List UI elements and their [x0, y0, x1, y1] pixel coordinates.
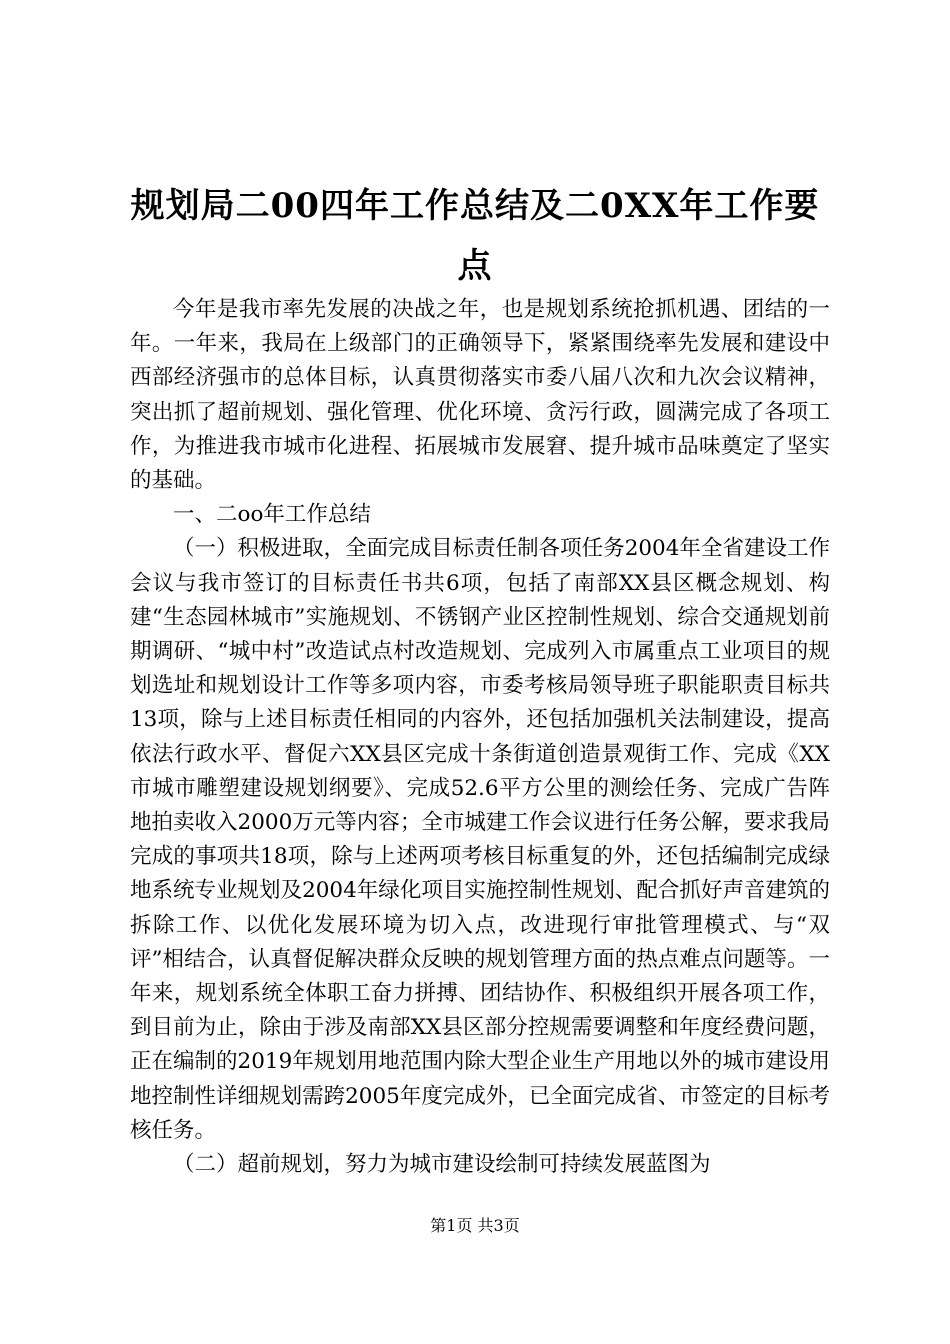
- section-2-paragraph: （二）超前规划，努力为城市建设绘制可持续发展蓝图为: [173, 1152, 711, 1178]
- intro-paragraph: 今年是我市率先发展的决战之年，也是规划系统抢抓机遇、团结的一年。一年来，我局在上级部门的正确领导下，紧紧围绕率先发展和建设中西部经济强市的总体目标，认真贯彻落实市委八届八次和九次会议精神，突出抓了超前规划、强化管理、优化环境、贪污行政，圆满完成了各项工作，为推进我市城市化进程、拓展城市发展窘、提升城市品味奠定了坚实的基础。: [130, 297, 830, 494]
- section-1-paragraph: （一）积极进取，全面完成目标责任制各项任务2004年全省建设工作会议与我市签订的目标责任书共6项，包括了南部XX县区概念规划、构建“生态园林城市”实施规划、不锈钢产业区控制性规划、综合交通规划前期调研、“城中村”改造试点村改造规划、完成列入市属重点工业项目的规划选址和规划设计工作等多项内容，市委考核局领导班子职能职责目标共13项，除与上述目标责任相同的内容外，还包括加强机关法制建设，提高依法行政水平、督促六XX县区完成十条街道创造景观街工作、完成《XX市城市雕塑建设规划纲要》、完成52.6平方公里的测绘任务、完成广告阵地拍卖收入2000万元等内容；全市城建工作会议进行任务公解，要求我局完成的事项共18项，除与上述两项考核目标重复的外，还包括编制完成绿地系统专业规划及2004年绿化项目实施控制性规划、配合抓好声音建筑的拆除工作、以优化发展环境为切入点，改进现行审批管理模式、与“双评”相结合，认真督促解决群众反映的规划管理方面的热点难点问题等。一年来，规划系统全体职工奋力拼搏、团结协作、积极组织开展各项工作，到目前为止，除由于涉及南部XX县区部分控规需要调整和年度经费问题，正在编制的2019年规划用地范围内除大型企业生产用地以外的城市建设用地控制性详细规划需跨2005年度完成外，已全面完成省、市签定的目标考核任务。: [130, 536, 830, 1143]
- document-title-line-2: 点: [457, 246, 493, 286]
- page-footer: 第1页 共3页: [430, 1216, 520, 1235]
- document-body: [130, 293, 830, 1182]
- document-title-line-1: 规划局二00四年工作总结及二0XX年工作要: [130, 186, 820, 226]
- section-heading: 一、二oo年工作总结: [173, 502, 371, 528]
